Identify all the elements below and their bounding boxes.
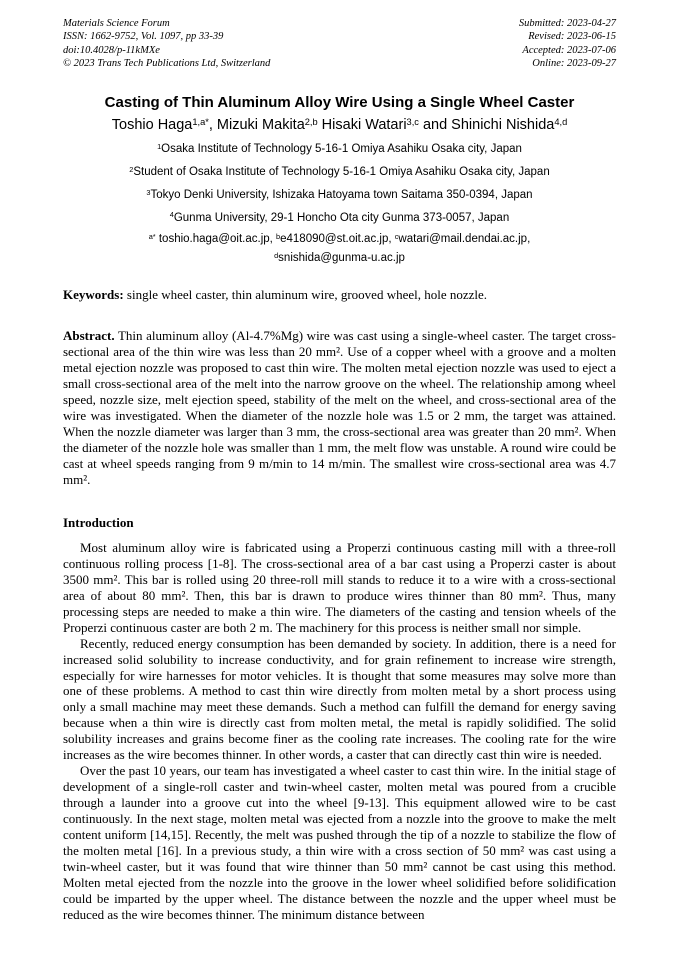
author-superscript: 2,b <box>304 116 318 127</box>
affiliation-2 <box>63 166 616 180</box>
paper-title: Casting of Thin Aluminum Alloy Wire Using a Single Wheel Caster <box>104 93 575 111</box>
affiliation-superscript: 3 <box>146 187 151 197</box>
abstract-paragraph <box>63 328 616 488</box>
section-heading-introduction: Introduction <box>63 514 134 530</box>
affiliation-text: Student of Osaka Institute of Technology 5-16-1 Omiya Asahiku Osaka city, Japan <box>133 165 550 178</box>
author-name: , Mizuki Makita <box>208 116 305 133</box>
keywords-text: single wheel caster, thin aluminum wire, grooved wheel, hole nozzle. <box>123 286 488 302</box>
author-emails-line-2 <box>63 252 616 266</box>
abstract-text: Thin aluminum alloy (Al-4.7%Mg) wire was cast using a single-wheel caster. The target cross-sectional area of the thin wire was less than 20 mm². Use of a copper wheel with a groove and a molten metal ejection nozzle was proposed to cast thin wire. The molten metal ejection nozzle was used to eject a small cross-sectional area of the melt into the narrow groove on the wheel. The relationship among wheel speed, nozzle size, melt ejection speed, stability of the melt on the wheel, and cross-sectional area of the wire was investigated. When the diameter of the nozzle hole was 1.5 or 2 mm, the target was attained. When the nozzle diameter was larger than 3 mm, the cross-sectional area was greater than 20 mm². When the diameter of the nozzle hole was smaller than 1 mm, the melt flow was unstable. A round wire could be cast at wheel speeds ranging from 9 m/min to 14 m/min. The smallest wire cross-sectional area was 4.7 mm². <box>63 327 616 487</box>
affiliation-4 <box>63 212 616 226</box>
affiliation-superscript: 1 <box>157 142 162 152</box>
date-accepted: Accepted: 2023-07-06 <box>522 44 616 56</box>
email-superscript: d <box>274 251 279 261</box>
journal-issn-volume: ISSN: 1662-9752, Vol. 1097, pp 33-39 <box>63 31 224 43</box>
journal-info-block <box>63 17 270 71</box>
journal-name: Materials Science Forum <box>63 18 170 29</box>
introduction-paragraph-1: Most aluminum alloy wire is fabricated using a Properzi continuous casting mill with a three-roll continuous rolling process [1-8]. The cross-sectional area of a bar cast using a Properzi caster is about 3500 mm². This bar is rolled using 20 three-roll mill stands to reduce it to a wire with a cross-sectional area of about 80 mm². Then, this bar is drawn to produce wires thinner than 80 mm². Thus, many processing steps are needed to make a thin wire. The diameters of the casting and tension wheels of the Properzi continuous caster are both 2 m. The machinery for this process is neither small nor simple. <box>63 539 616 635</box>
author-name: and Shinichi Nishida <box>418 116 555 133</box>
affiliation-text: Gunma University, 29-1 Honcho Ota city Gunma 373-0057, Japan <box>173 211 510 224</box>
author-superscript: 4,d <box>554 116 568 127</box>
introduction-paragraph-2: Recently, reduced energy consumption has been demanded by society. In addition, there is a need for increased solid solubility to increase conductivity, and for grain refinement to increase wire strength, especially for wire harnesses for motor vehicles. It is thought that some measures may solve more than one of these problems. A method to cast thin wire directly from molten metal by a short process using only a small machine may meet these demands. Such a method can fulfill the demand for energy saving because when a thin wire is directly cast from molten metal, the metal is rapidly solidified. The solid solubility increases and grains become finer as the cooling rate increases. The cooling rate for the wire increases as the wire becomes thinner. In other words, a caster that can directly cast thin wire is needed. <box>63 635 616 763</box>
affiliation-3 <box>63 189 616 203</box>
email-superscript: b <box>276 232 281 242</box>
introduction-paragraph-3: Over the past 10 years, our team has investigated a wheel caster to cast thin wire. In the initial stage of development of a single-roll caster and twin-wheel caster, molten metal was poured from a crucible through a launder into a groove cut into the wheel [9-13]. This equipment allowed wire to be cast continuously. In the next stage, molten metal was ejected from a nozzle into the groove to make the melt content uniform [14,15]. Recently, the melt was pushed through the tip of a nozzle to stabilize the flow of the molten metal [16]. In a previous study, a thin wire with a cross section of 50 mm² was cast using a twin-wheel caster, but it was found that wire thinner than 50 mm² cannot be cast using this method. Molten metal ejected from the nozzle into the groove in the lower wheel solidified before solidification could be imparted by the upper wheel. The distance between the nozzle and the upper wheel must be reduced as the wire becomes thinner. The minimum distance between <box>63 763 616 923</box>
email-address: watari@mail.dendai.ac.jp, <box>398 233 531 246</box>
affiliation-superscript: 4 <box>169 210 174 220</box>
email-address: e418090@st.oit.ac.jp, <box>280 233 395 246</box>
date-submitted: Submitted: 2023-04-27 <box>518 18 616 29</box>
author-emails-line-1 <box>63 233 616 247</box>
authors-line <box>63 117 616 134</box>
date-revised: Revised: 2023-06-15 <box>528 31 616 43</box>
keywords-label: Keywords: <box>63 286 124 302</box>
date-online: Online: 2023-09-27 <box>532 58 616 70</box>
author-superscript: 1,a* <box>192 116 209 127</box>
journal-header <box>63 17 616 71</box>
author-name: Hisaki Watari <box>317 116 407 133</box>
author-name: Toshio Haga <box>111 116 193 133</box>
email-address: snishida@gunma-u.ac.jp <box>278 252 405 265</box>
journal-doi: doi:10.4028/p-11kMXe <box>63 44 160 56</box>
email-superscript: c <box>394 232 399 242</box>
submission-dates-block <box>519 17 616 71</box>
abstract-label: Abstract. <box>63 327 115 343</box>
email-superscript: a* <box>148 232 156 242</box>
journal-copyright: © 2023 Trans Tech Publications Ltd, Switzerland <box>63 58 271 70</box>
affiliation-text: Osaka Institute of Technology 5-16-1 Omiya Asahiku Osaka city, Japan <box>161 143 522 156</box>
keywords-line <box>63 287 616 303</box>
author-superscript: 3,c <box>406 116 419 127</box>
email-address: toshio.haga@oit.ac.jp, <box>155 233 277 246</box>
affiliation-1 <box>63 143 616 157</box>
affiliation-superscript: 2 <box>129 164 134 174</box>
affiliation-text: Tokyo Denki University, Ishizaka Hatoyama town Saitama 350-0394, Japan <box>150 188 533 201</box>
